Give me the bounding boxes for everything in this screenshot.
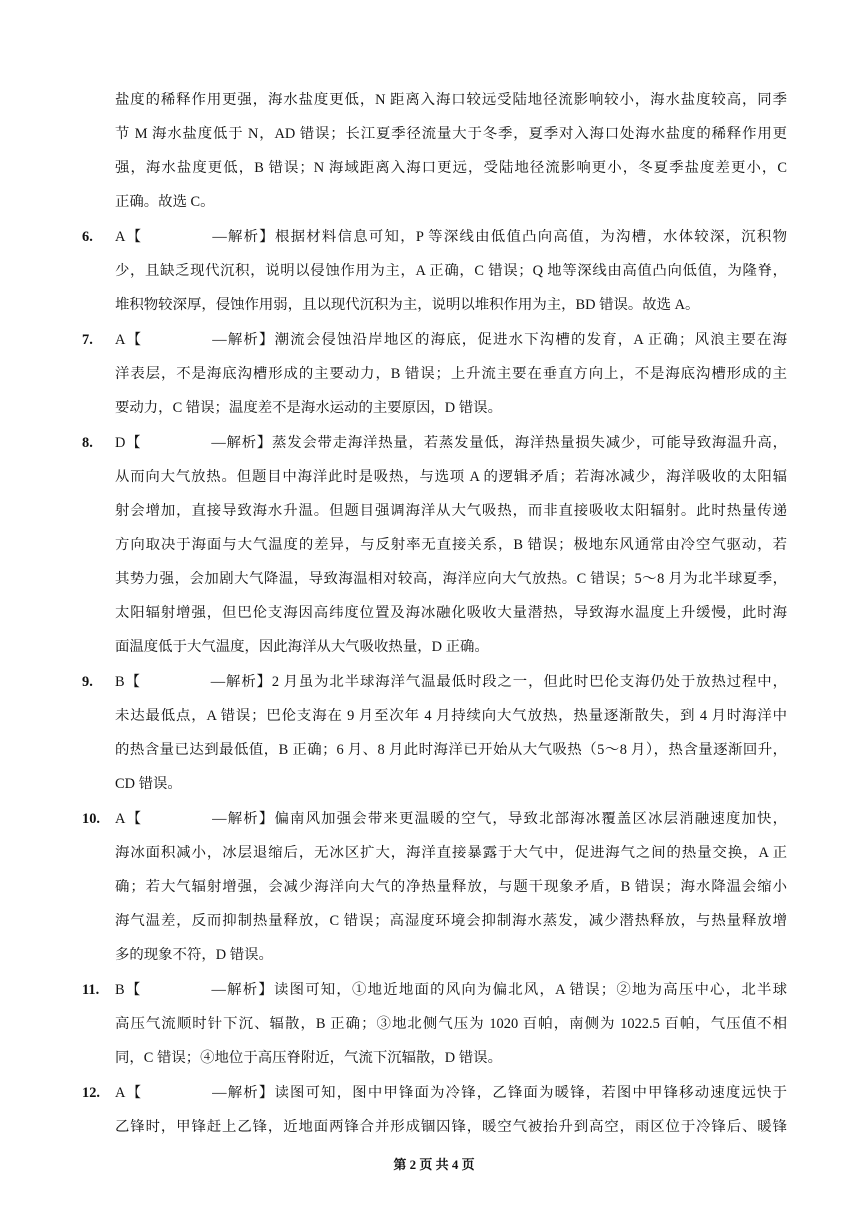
analysis-text: 乙锋时，甲锋赶上乙锋，近地面两锋合并形成锢囚锋，暖空气被抬升到高空，雨区位于冷锋后、暖锋 [115, 1119, 787, 1135]
bracket-open: 【 [125, 332, 143, 348]
question-number: 6. [82, 229, 93, 245]
blank-gap [142, 240, 212, 241]
bracket-open: 【 [125, 1085, 143, 1101]
page-footer: 第 2 页 共 4 页 [393, 1157, 475, 1172]
analysis-text: 蒸发会带走海洋热量，若蒸发量低，海洋热量损失减少，可能导致海温升高， [272, 435, 787, 451]
answer-letter: B [115, 674, 125, 690]
text-line [82, 1110, 787, 1144]
answer-item-6 [0, 220, 868, 322]
analysis-text: 正确。故选 C。 [115, 194, 215, 210]
question-number: 9. [82, 674, 93, 690]
text-line [82, 802, 787, 836]
analysis-text: 同，C 错误；④地位于高压脊附近，气流下沉辐散，D 错误。 [115, 1050, 502, 1066]
text-line [82, 733, 787, 767]
text-line [82, 1007, 787, 1041]
analysis-text: CD 错误。 [115, 776, 182, 792]
question-number: 11. [82, 982, 100, 998]
answer-letter: B [115, 982, 125, 998]
analysis-text: 堆积物较深厚，侵蚀作用弱，且以现代沉积为主，说明以堆积作用为主，BD 错误。故选 A。 [115, 297, 700, 313]
text-line [82, 254, 787, 288]
analysis-text: 读图可知，①地近地面的风向为偏北风，A 错误；②地为高压中心，北半球 [273, 982, 787, 998]
text-line [82, 870, 787, 904]
analysis-text: 洋表层，不是海底沟槽形成的主要动力，B 错误；上升流主要在垂直方向上，不是海底沟槽形成的主 [115, 366, 787, 382]
text-line [82, 460, 787, 494]
answer-letter: A [115, 811, 126, 827]
analysis-text: 要动力，C 错误；温度差不是海水运动的主要原因，D 错误。 [115, 400, 502, 416]
text-line [82, 494, 787, 528]
analysis-text: 根据材料信息可知，P 等深线由低值凸向高值，为沟槽，水体较深，沉积物 [274, 229, 787, 245]
text-line [82, 904, 787, 938]
analysis-text: 多的现象不符，D 错误。 [115, 947, 273, 963]
analysis-label: —解析】 [212, 1085, 275, 1101]
analysis-text: 面温度低于大气温度，因此海洋从大气吸收热量，D 正确。 [115, 639, 489, 655]
analysis-label: —解析】 [211, 982, 274, 998]
answer-letter: A [115, 332, 126, 348]
bracket-open: 【 [125, 435, 142, 451]
analysis-label: —解析】 [212, 332, 275, 348]
text-line [82, 1041, 787, 1075]
bracket-open: 【 [124, 674, 141, 690]
blank-gap [141, 685, 211, 686]
analysis-text: 偏南风加强会带来更温暖的空气，导致北部海冰覆盖区冰层消融速度加快， [274, 811, 787, 827]
analysis-text: 太阳辐射增强，但巴伦支海因高纬度位置及海冰融化吸收大量潜热，导致海水温度上升缓慢，此时海 [115, 605, 787, 621]
blank-gap [141, 993, 211, 994]
analysis-text: 2 月虽为北半球海洋气温最低时段之一，但此时巴伦支海仍处于放热过程中， [271, 674, 787, 690]
analysis-label: —解析】 [212, 811, 275, 827]
text-line [82, 699, 787, 733]
text-line [82, 938, 787, 972]
question-number: 12. [82, 1085, 100, 1101]
analysis-label: —解析】 [211, 435, 273, 451]
answer-item-12 [0, 1076, 868, 1144]
blank-gap [142, 822, 212, 823]
text-line [82, 596, 787, 630]
answer-key-body [0, 83, 868, 1144]
text-line [82, 630, 787, 664]
text-line [82, 1076, 787, 1110]
analysis-text: 的热含量已达到最低值，B 正确；6 月、8 月此时海洋已开始从大气吸热（5～8 月），热含量逐渐回升， [115, 742, 787, 758]
analysis-text: 未达最低点，A 错误；巴伦支海在 9 月至次年 4 月持续向大气放热，热量逐渐散失，到 4 月时海洋中 [115, 708, 787, 724]
bracket-open: 【 [124, 982, 142, 998]
text-line [82, 973, 787, 1007]
answer-item-7 [0, 323, 868, 425]
answer-item-10 [0, 802, 868, 972]
text-line [82, 288, 787, 322]
analysis-label: —解析】 [210, 674, 272, 690]
analysis-text: 确；若大气辐射增强，会减少海洋向大气的净热量释放，与题干现象矛盾，B 错误；海水降温会缩小 [115, 879, 787, 895]
analysis-text: 高压气流顺时针下沉、辐散，B 正确；③地北侧气压为 1020 百帕，南侧为 1022.5 百帕，气压值不相 [115, 1016, 787, 1032]
question-number: 7. [82, 332, 93, 348]
bracket-open: 【 [125, 811, 143, 827]
text-line [82, 83, 787, 117]
analysis-text: 从而向大气放热。但题目中海洋此时是吸热，与选项 A 的逻辑矛盾；若海冰减少，海洋吸收的太阳辐 [115, 469, 787, 485]
analysis-text: 强，海水盐度更低，B 错误；N 海域距离入海口更远，受陆地径流影响更小，冬夏季盐度差更小，C [115, 160, 787, 176]
analysis-text: 盐度的稀释作用更强，海水盐度更低，N 距离入海口较远受陆地径流影响较小，海水盐度较高，同季 [115, 92, 787, 108]
text-line [82, 151, 787, 185]
analysis-text: 读图可知，图中甲锋面为冷锋，乙锋面为暖锋，若图中甲锋移动速度远快于 [274, 1085, 787, 1101]
text-line [82, 391, 787, 425]
text-line [82, 426, 787, 460]
answer-item-5-continuation [0, 83, 868, 219]
analysis-text: 少，且缺乏现代沉积，说明以侵蚀作用为主，A 正确，C 错误；Q 地等深线由高值凸向低值，为隆脊， [115, 263, 787, 279]
text-line [82, 323, 787, 357]
question-number: 10. [82, 811, 100, 827]
analysis-label: —解析】 [212, 229, 275, 245]
analysis-text: 海冰面积减小，冰层退缩后，无冰区扩大，海洋直接暴露于大气中，促进海气之间的热量交换，A 正 [115, 845, 787, 861]
question-number: 8. [82, 435, 93, 451]
text-line [82, 767, 787, 801]
answer-item-11 [0, 973, 868, 1075]
analysis-text: 潮流会侵蚀沿岸地区的海底，促进水下沟槽的发育，A 正确；风浪主要在海 [274, 332, 787, 348]
answer-item-9 [0, 665, 868, 801]
text-line [82, 357, 787, 391]
text-line [82, 185, 787, 219]
analysis-text: 射会增加，直接导致海水升温。但题目强调海洋从大气吸热，而非直接吸收太阳辐射。此时热量传递 [115, 503, 787, 519]
text-line [82, 562, 787, 596]
text-line [82, 836, 787, 870]
answer-letter: D [115, 435, 126, 451]
bracket-open: 【 [125, 229, 143, 245]
analysis-text: 方向取决于海面与大气温度的差异，与反射率无直接关系，B 错误；极地东风通常由冷空气驱动，若 [115, 537, 787, 553]
blank-gap [142, 343, 212, 344]
blank-gap [141, 446, 211, 447]
answer-item-8 [0, 426, 868, 664]
text-line [82, 220, 787, 254]
analysis-text: 其势力强，会加剧大气降温，导致海温相对较高，海洋应向大气放热。C 错误；5～8 月为北半球夏季， [115, 571, 787, 587]
analysis-text: 节 M 海水盐度低于 N，AD 错误；长江夏季径流量大于冬季，夏季对入海口处海水盐度的稀释作用更 [115, 126, 787, 142]
text-line [82, 528, 787, 562]
analysis-text: 海气温差，反而抑制热量释放，C 错误；高湿度环境会抑制海水蒸发，减少潜热释放，与热量释放增 [115, 913, 787, 929]
text-line [82, 117, 787, 151]
text-line [82, 665, 787, 699]
answer-letter: A [115, 229, 126, 245]
blank-gap [142, 1096, 212, 1097]
answer-letter: A [115, 1085, 126, 1101]
